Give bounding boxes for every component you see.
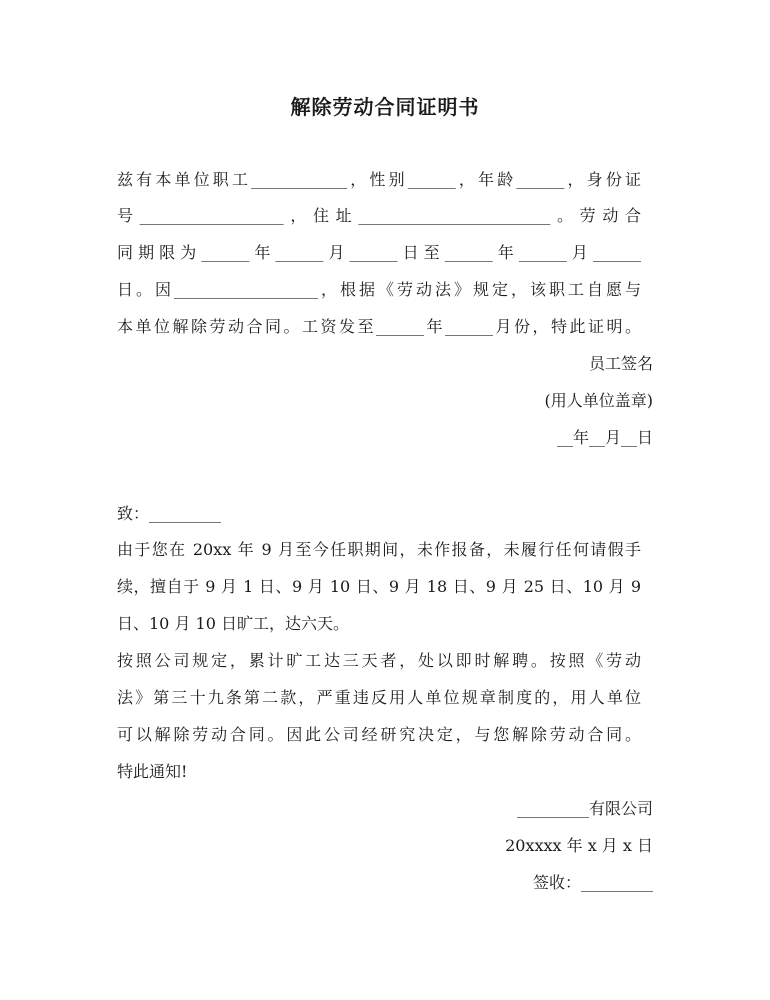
document-title: 解除劳动合同证明书 — [290, 95, 480, 119]
certificate-line-2: 号__________________，住址________________________。劳动合 — [117, 206, 641, 225]
notice-line-7: 特此通知! — [117, 762, 188, 781]
notice-line-2: 续，擅自于 9 月 1 日、9 月 10 日、9 月 18 日、9 月 25 日、10 月 9 — [117, 577, 641, 596]
employee-signature-label: 员工签名 — [588, 354, 653, 373]
employer-seal-label: (用人单位盖章) — [544, 391, 653, 410]
notice-line-6: 可以解除劳动合同。因此公司经研究决定，与您解除劳动合同。 — [117, 725, 641, 744]
notice-line-4: 按照公司规定，累计旷工达三天者，处以即时解聘。按照《劳动 — [117, 651, 641, 670]
notice-line-3: 日、10 月 10 日旷工，达六天。 — [117, 614, 349, 633]
notice-line-5: 法》第三十九条第二款，严重违反用人单位规章制度的，用人单位 — [117, 688, 641, 707]
certificate-line-5: 本单位解除劳动合同。工资发至______年______月份，特此证明。 — [117, 317, 641, 336]
receipt-signature: 签收：_________ — [532, 873, 653, 892]
notice-recipient: 致：_________ — [117, 504, 222, 523]
company-name: _________有限公司 — [516, 799, 653, 818]
certificate-line-3: 同期限为______年______月______日至______年______月______ — [117, 243, 641, 262]
certificate-line-1: 兹有本单位职工____________，性别______，年龄______，身份证 — [117, 170, 641, 189]
notice-line-1: 由于您在 20xx 年 9 月至今任职期间，未作报备，未履行任何请假手 — [117, 540, 641, 559]
notice-date: 20xxxx 年 x 月 x 日 — [505, 836, 653, 855]
certificate-date: __年__月__日 — [556, 428, 653, 447]
certificate-line-4: 日。因__________________，根据《劳动法》规定，该职工自愿与 — [117, 280, 641, 299]
